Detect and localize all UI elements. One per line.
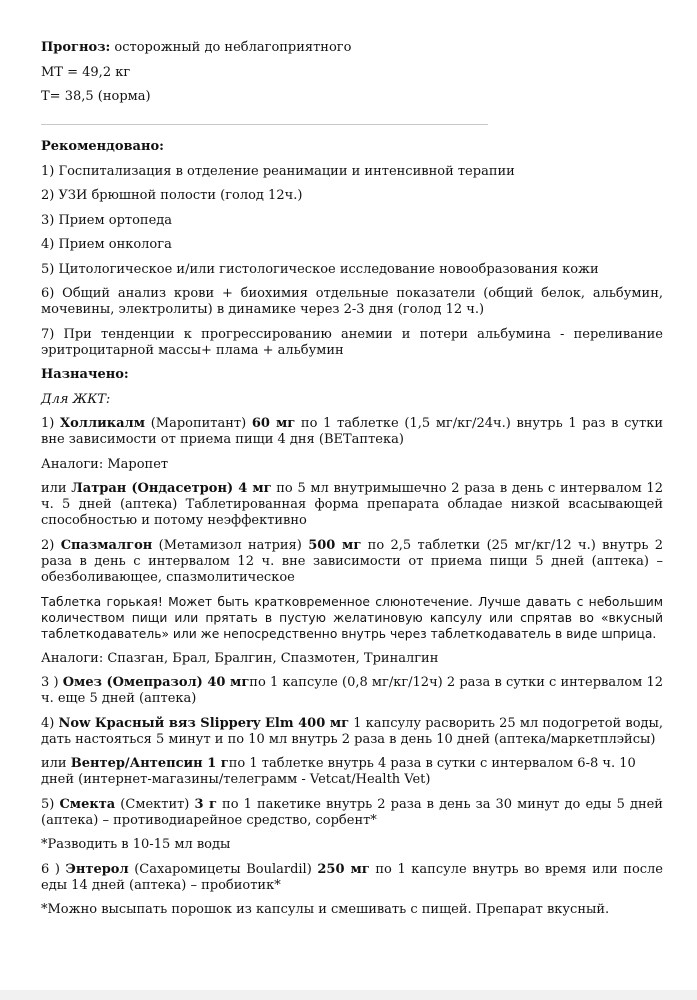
medication-2-dose: 500 мг	[308, 537, 362, 553]
medication-5-number: 5)	[41, 796, 60, 812]
medication-3-name: Омез (Омепразол) 40 мг	[62, 675, 250, 690]
medication-3	[41, 675, 663, 707]
medication-2	[41, 538, 663, 586]
medication-2-note: Таблетка горькая! Может быть кратковременное слюнотечение. Лучше давать с небольшим количеством пищи или прятать в пустую желатиновую капсулу или спрятав во «вкусный таблеткодаватель» или же непосредственно внутрь через таблеткодаватель в виде шприца.	[41, 595, 663, 641]
medication-1-alt-text: по 5 мл внутримышечно 2 раза в день с интервалом 12 ч. 5 дней (аптека) Таблетированная форма препарата обладае низкой всасывающей способностью и потому неэффективно	[41, 481, 663, 528]
medication-1-alt-name: Латран (Ондасетрон) 4 мг	[71, 481, 272, 496]
medication-4-number: 4)	[41, 715, 59, 731]
medication-5-name: Смекта	[59, 796, 116, 812]
weight-line: МТ = 49,2 кг	[41, 64, 131, 80]
medication-3-number: 3 )	[41, 675, 63, 690]
prognosis-label: Прогноз:	[41, 40, 111, 55]
medication-5	[41, 797, 663, 829]
temperature-line: Т= 38,5 (норма)	[41, 89, 151, 104]
recommended-item-6: 6) Общий анализ крови + биохимия отдельные показатели (общий белок, альбумин, мочевины, электролиты) в динамике через 2-3 дня (голод 12 ч.)	[41, 286, 663, 317]
recommended-heading-text: Рекомендовано:	[41, 139, 164, 154]
medication-6-dose: 250 мг	[317, 861, 370, 877]
medication-4-alt-name: Вентер/Антепсин 1 г	[70, 756, 229, 771]
medication-5-substance: (Смектит)	[115, 796, 195, 812]
medication-2-number: 2)	[41, 537, 61, 553]
medication-4-text: 1 капсулу расворить 25 мл подогретой воды, дать настояться 5 минут и по 10 мл внутрь 2 раза в день 10 дней (аптека/маркетплэйсы)	[41, 715, 663, 747]
medication-2-analogs: Аналоги: Спазган, Брал, Бралгин, Спазмотен, Триналгин	[41, 650, 439, 666]
medication-1-alt-prefix: или	[41, 481, 72, 496]
prescribed-subheading-text: Для ЖКТ:	[41, 391, 111, 407]
recommended-item-5: 5) Цитологическое и/или гистологическое исследование новообразования кожи	[41, 261, 599, 277]
recommended-item-1: 1) Госпитализация в отделение реанимации и интенсивной терапии	[41, 163, 515, 179]
medication-2-name: Спазмалгон	[60, 537, 153, 553]
medication-5-note: *Разводить в 10-15 мл воды	[41, 837, 231, 852]
medication-6	[41, 862, 663, 894]
divider	[41, 124, 488, 125]
medication-5-text: по 1 пакетике внутрь 2 раза в день за 30 минут до еды 5 дней (аптека) – противодиарейное средство, сорбент*	[41, 796, 663, 828]
medication-1-dose: 60 мг	[251, 416, 296, 431]
medication-1-alternative	[41, 481, 663, 529]
medication-1-analogs: Аналоги: Маропет	[41, 456, 169, 472]
medication-4	[41, 716, 663, 748]
medication-3-text: по 1 капсуле (0,8 мг/кг/12ч) 2 раза в сутки с интервалом 12 ч. еще 5 дней (аптека)	[41, 675, 663, 706]
recommended-item-4: 4) Прием онколога	[41, 237, 172, 252]
recommended-heading	[41, 139, 663, 155]
medication-1-number: 1)	[41, 416, 61, 431]
prognosis-text: осторожный до неблагоприятного	[110, 40, 352, 55]
medication-6-note: *Можно высыпать порошок из капсулы и смешивать с пищей. Препарат вкусный.	[41, 902, 610, 917]
medication-1-substance: (Маропитант)	[145, 416, 252, 431]
medication-2-substance: (Метамизол натрия)	[152, 537, 309, 553]
medication-5-dose: 3 г	[194, 796, 217, 812]
prescribed-heading-text: Назначено:	[41, 367, 129, 382]
medication-6-name: Энтерол	[65, 861, 129, 877]
medication-1-text: по 1 таблетке (1,5 мг/кг/24ч.) внутрь 1 раз в сутки вне зависимости от приема пищи 4 дня (ВЕТаптека)	[41, 416, 663, 447]
prognosis-line	[41, 40, 663, 56]
prescribed-subheading	[41, 392, 663, 408]
medication-6-text: по 1 капсуле внутрь во время или после еды 14 дней (аптека) – пробиотик*	[41, 861, 664, 893]
medication-6-substance: (Сахаромицеты Boulardil)	[128, 861, 318, 877]
recommended-item-3: 3) Прием ортопеда	[41, 212, 173, 228]
prescribed-heading	[41, 367, 663, 383]
medication-4-name: Now Красный вяз Slippery Elm 400 мг	[58, 715, 350, 731]
medication-4-alt-text: по 1 таблетке внутрь 4 раза в сутки с интервалом 6-8 ч. 10 дней (интернет-магазины/телеграмм - Vetcat/Health Vet)	[41, 756, 636, 787]
medication-1	[41, 416, 663, 448]
medication-1-name: Холликалм	[60, 416, 146, 431]
recommended-item-2: 2) УЗИ брюшной полости (голод 12ч.)	[41, 188, 303, 203]
medication-4-alt-prefix: или	[41, 756, 71, 771]
medication-6-number: 6 )	[41, 861, 66, 877]
medication-2-text: по 2,5 таблетки (25 мг/кг/12 ч.) внутрь 2 раза в день с интервалом 12 ч. вне зависимости от приема пищи 5 дней (аптека) – обезболивающее, спазмолитическое	[41, 537, 664, 585]
recommended-item-7: 7) При тенденции к прогрессированию анемии и потери альбумина - переливание эритроцитарной массы+ плама + альбумин	[41, 326, 663, 358]
medication-4-alternative	[41, 756, 663, 788]
